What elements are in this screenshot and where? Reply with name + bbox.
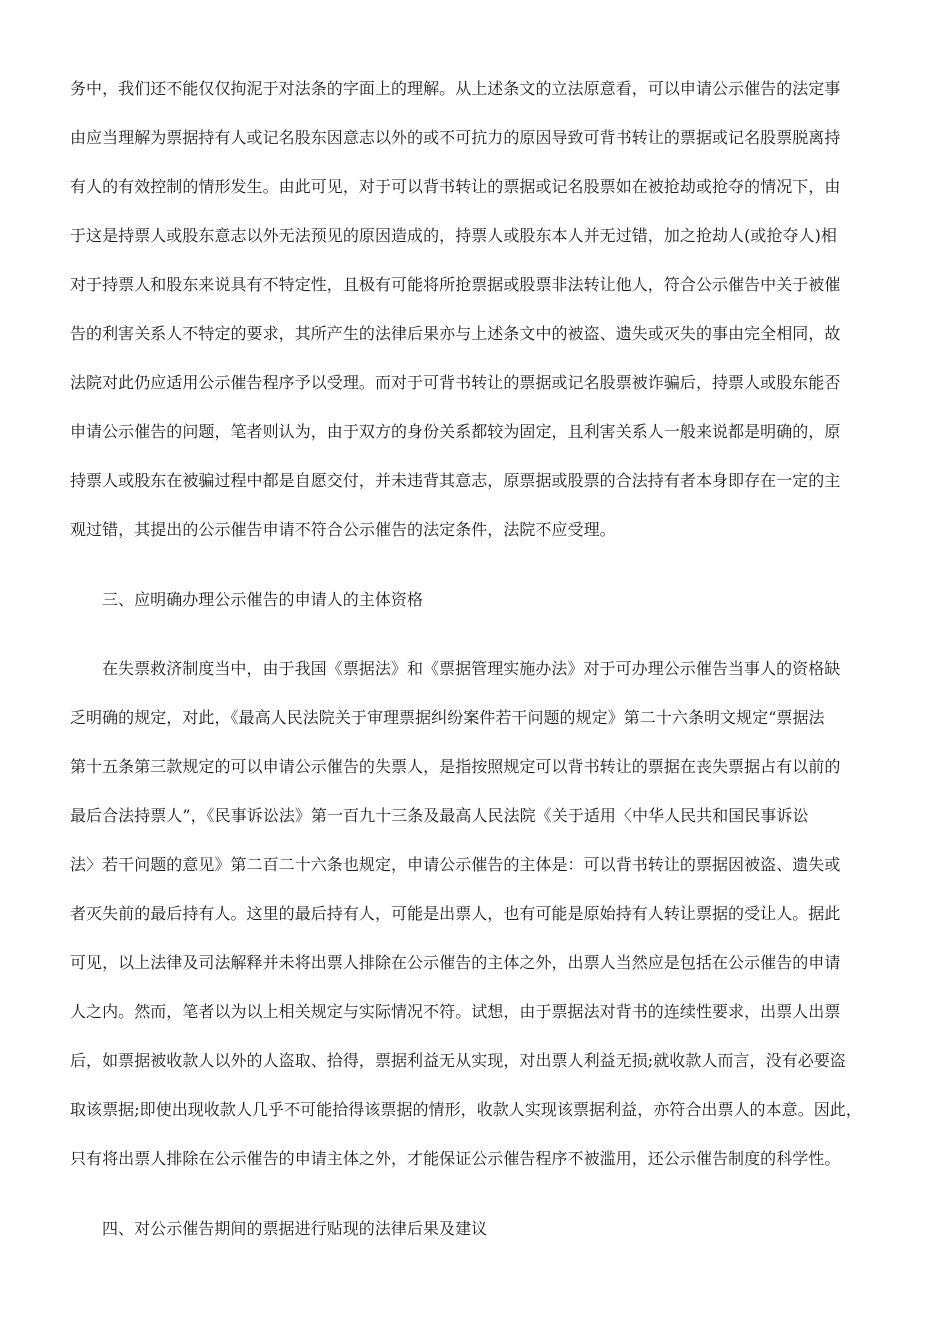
- paragraph-line: 于这是持票人或股东意志以外无法预见的原因造成的，持票人或股东本人并无过错，加之抢劫人(或抢夺人)相: [70, 226, 837, 245]
- paragraph-line: 观过错，其提出的公示催告申请不符合公示催告的法定条件，法院不应受理。: [70, 520, 616, 539]
- paragraph-line: 务中，我们还不能仅仅拘泥于对法条的字面上的理解。从上述条文的立法原意看，可以申请公示催告的法定事: [70, 79, 841, 98]
- section-heading: 三、应明确办理公示催告的申请人的主体资格: [102, 590, 424, 609]
- paragraph-line: 法院对此仍应适用公示催告程序予以受理。而对于可背书转让的票据或记名股票被诈骗后，持票人或股东能否: [70, 373, 841, 392]
- paragraph-line: 人之内。然而，笔者以为以上相关规定与实际情况不符。试想，由于票据法对背书的连续性要求，出票人出票: [70, 1002, 841, 1021]
- paragraph-line: 有人的有效控制的情形发生。由此可见，对于可以背书转让的票据或记名股票如在被抢劫或抢夺的情况下，由: [70, 177, 841, 196]
- paragraph-line: 可见，以上法律及司法解释并未将出票人排除在公示催告的主体之外，出票人当然应是包括在公示催告的申请: [70, 953, 841, 972]
- paragraph-line: 对于持票人和股东来说具有不特定性，且极有可能将所抢票据或股票非法转让他人，符合公示催告中关于被催: [70, 275, 841, 294]
- paragraph-line: 申请公示催告的问题，笔者则认为，由于双方的身份关系都较为固定，且利害关系人一般来说都是明确的，原: [70, 422, 841, 441]
- paragraph-line: 乏明确的规定，对此，《最高人民法院关于审理票据纠纷案件若干问题的规定》第二十六条明文规定“票据法: [70, 708, 825, 727]
- paragraph-line: 由应当理解为票据持有人或记名股东因意志以外的或不可抗力的原因导致可背书转让的票据或记名股票脱离持: [70, 128, 841, 147]
- paragraph-line: 者灭失前的最后持有人。这里的最后持有人，可能是出票人，也有可能是原始持有人转让票据的受让人。据此: [70, 904, 841, 923]
- section-heading: 四、对公示催告期间的票据进行贴现的法律后果及建议: [102, 1219, 488, 1238]
- paragraph-line: 第十五条第三款规定的可以申请公示催告的失票人，是指按照规定可以背书转让的票据在丧失票据占有以前的: [70, 757, 841, 776]
- paragraph-line: 持票人或股东在被骗过程中都是自愿交付，并未违背其意志，原票据或股票的合法持有者本身即存在一定的主: [70, 471, 841, 490]
- paragraph-line: 在失票救济制度当中，由于我国《票据法》和《票据管理实施办法》对于可办理公示催告当事人的资格缺: [102, 659, 841, 678]
- paragraph-line: 只有将出票人排除在公示催告的申请主体之外，才能保证公示催告程序不被滥用，还公示催告制度的科学性。: [70, 1149, 841, 1168]
- paragraph-line: 取该票据;即使出现收款人几乎不可能拾得该票据的情形，收款人实现该票据利益，亦符合出票人的本意。因此，: [70, 1100, 862, 1119]
- paragraph-line: 最后合法持票人”，《民事诉讼法》第一百九十三条及最高人民法院《关于适用〈中华人民共和国民事诉讼: [70, 806, 809, 825]
- paragraph-line: 告的利害关系人不特定的要求，其所产生的法律后果亦与上述条文中的被盗、遗失或灭失的事由完全相同，故: [70, 324, 841, 343]
- paragraph-line: 后，如票据被收款人以外的人盗取、拾得，票据利益无从实现，对出票人利益无损;就收款人而言，没有必要盗: [70, 1051, 846, 1070]
- paragraph-line: 法〉若干问题的意见》第二百二十六条也规定，申请公示催告的主体是：可以背书转让的票据因被盗、遗失或: [70, 855, 841, 874]
